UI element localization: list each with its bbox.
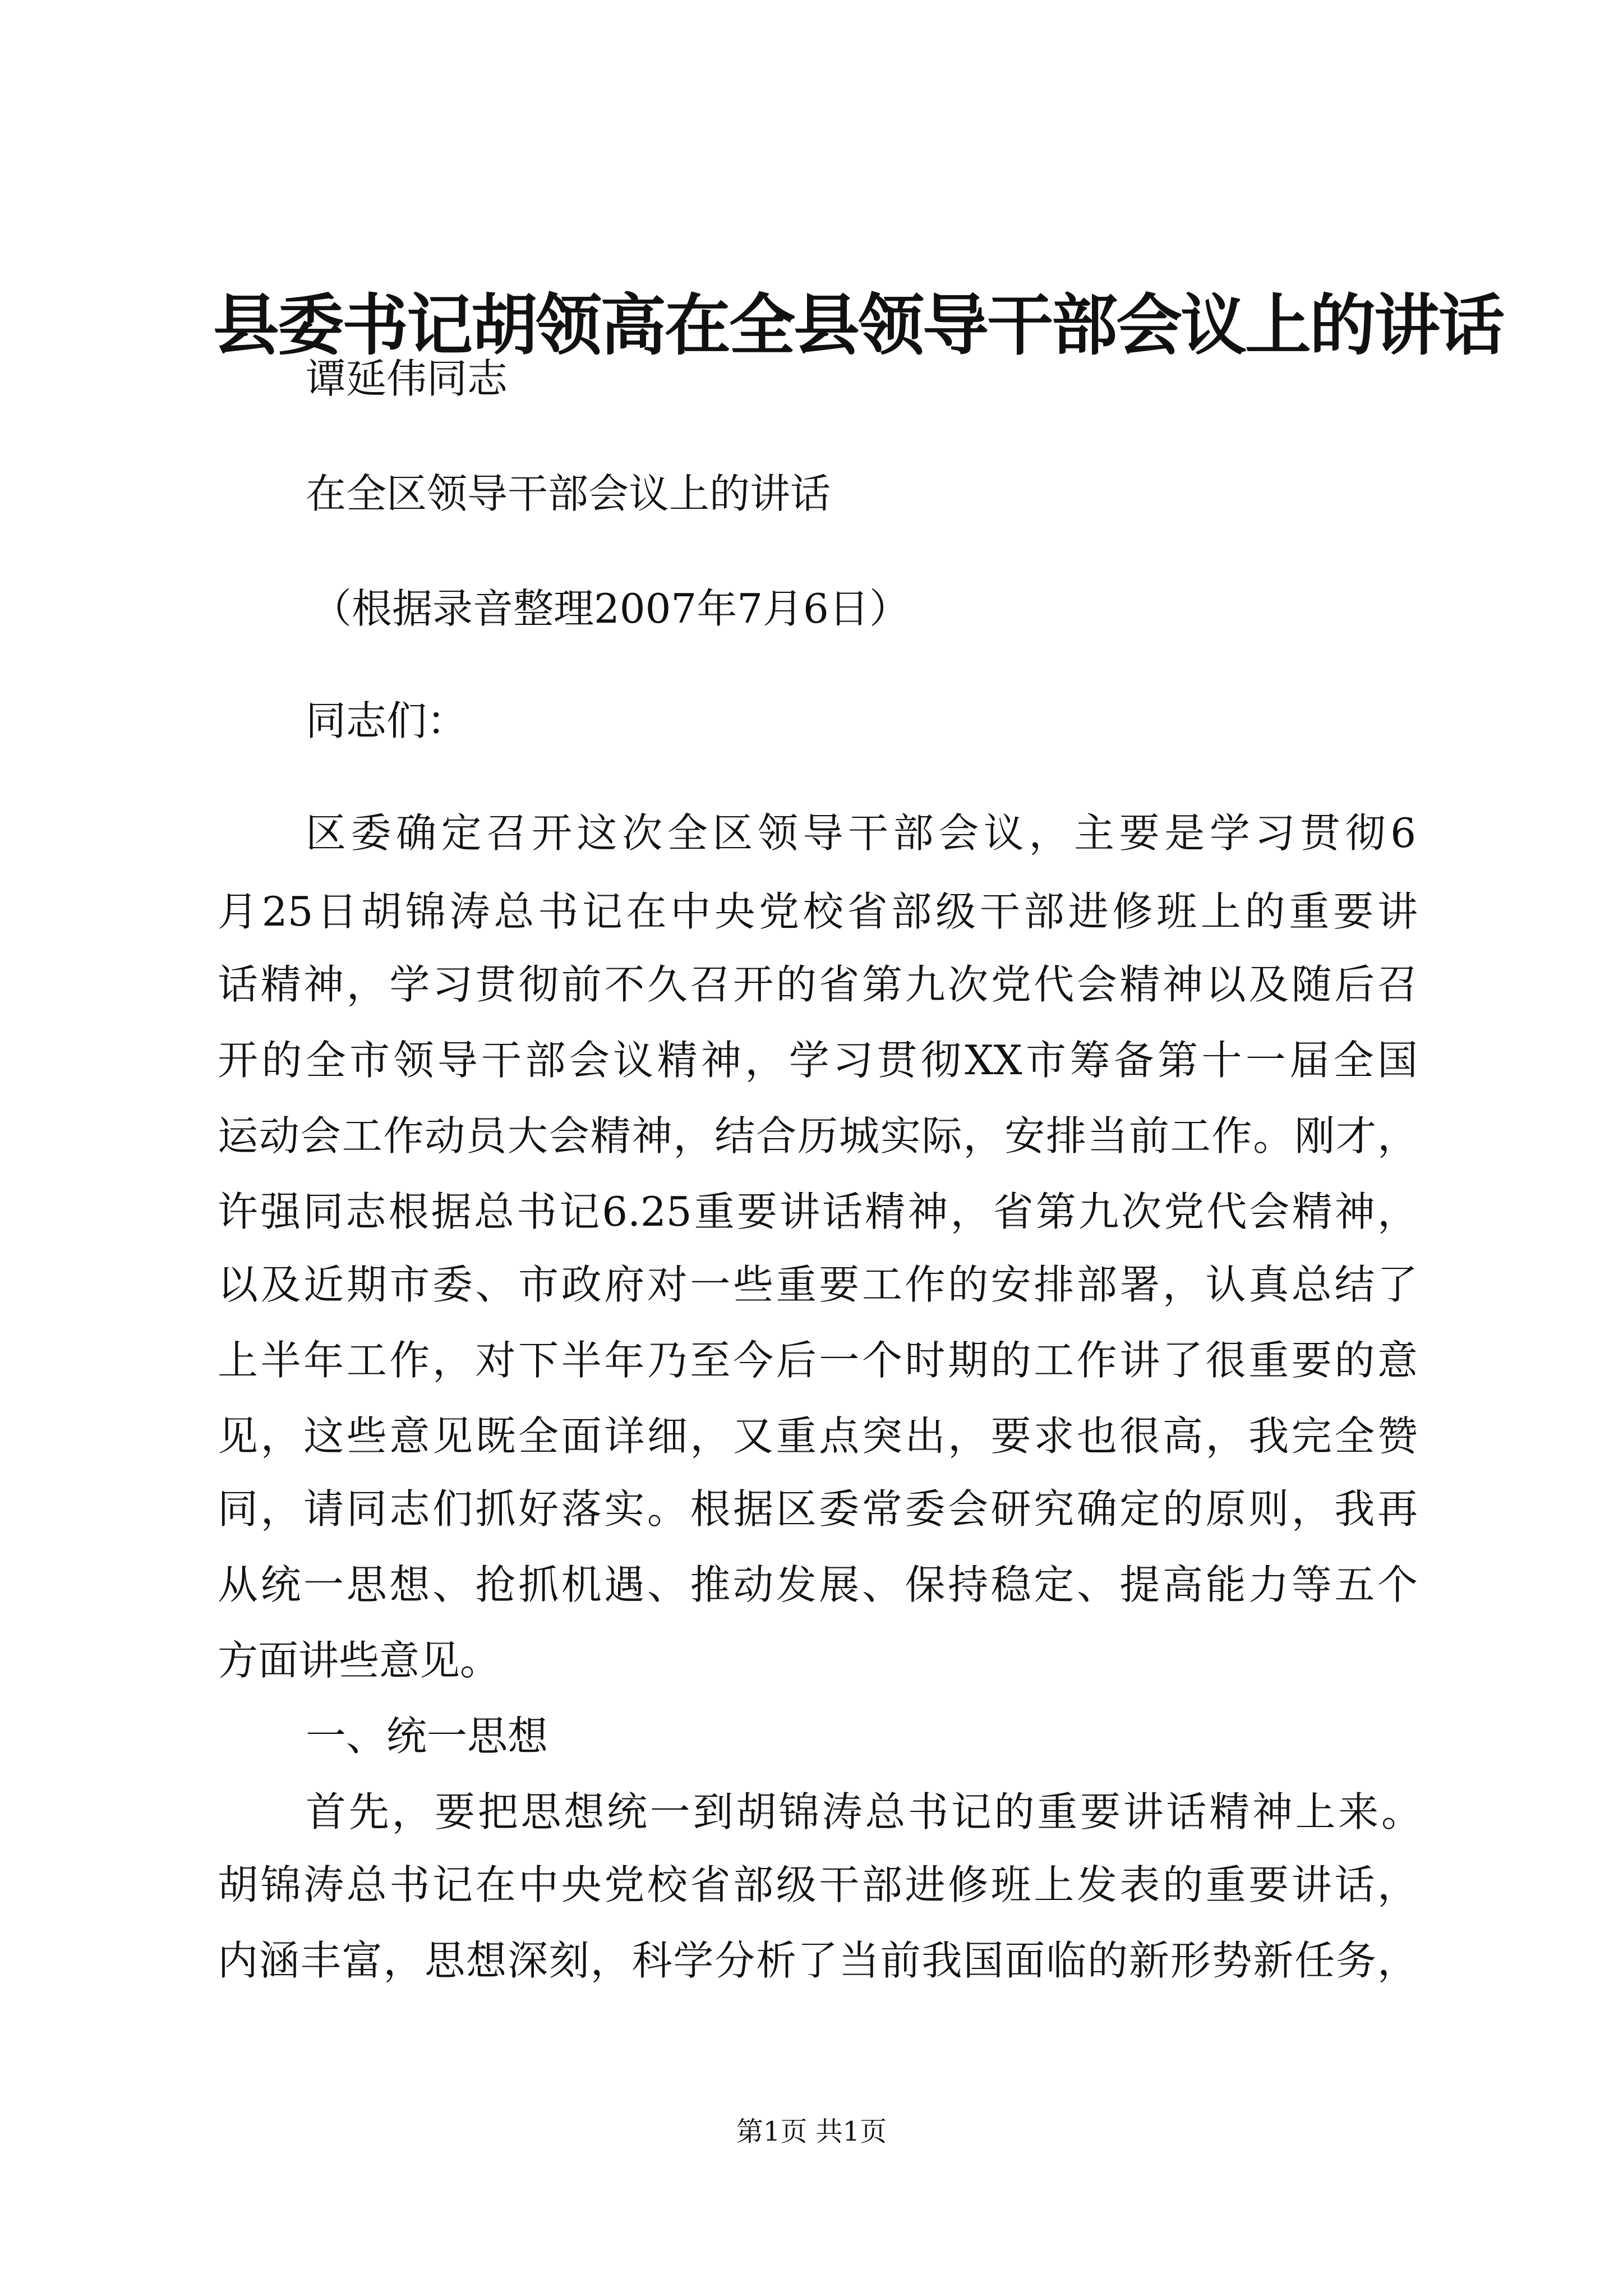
- paragraph-line: 区委确定召开这次全区领导干部会议，主要是学习贯彻6: [306, 809, 1416, 857]
- speech-subtitle: 在全区领导干部会议上的讲话: [306, 470, 831, 517]
- paragraph-line: 内涵丰富，思想深刻，科学分析了当前我国面临的新形势新任务，: [218, 1937, 1418, 1984]
- paragraph-line: 同，请同志们抓好落实。根据区委常委会研究确定的原则，我再: [218, 1485, 1418, 1533]
- section-heading: 一、统一思想: [306, 1713, 548, 1760]
- paragraph-line: 运动会工作动员大会精神，结合历城实际，安排当前工作。刚才，: [218, 1112, 1418, 1159]
- paragraph-line: 首先，要把思想统一到胡锦涛总书记的重要讲话精神上来。: [306, 1788, 1422, 1835]
- paragraph-line: 开的全市领导干部会议精神，学习贯彻XX市筹备第十一届全国: [218, 1037, 1418, 1084]
- paragraph-line: 胡锦涛总书记在中央党校省部级干部进修班上发表的重要讲话，: [218, 1861, 1418, 1908]
- paragraph-line: 见，这些意见既全面详细，又重点突出，要求也很高，我完全赞: [218, 1412, 1418, 1460]
- paragraph-line: 许强同志根据总书记6.25重要讲话精神，省第九次党代会精神，: [218, 1188, 1418, 1235]
- paragraph-line: 从统一思想、抢抓机遇、推动发展、保持稳定、提高能力等五个: [218, 1561, 1418, 1608]
- page-footer: 第1页 共1页: [736, 2116, 887, 2147]
- paragraph-line: 上半年工作，对下半年乃至今后一个时期的工作讲了很重要的意: [218, 1337, 1418, 1384]
- paragraph-line: 月25日胡锦涛总书记在中央党校省部级干部进修班上的重要讲: [218, 888, 1418, 935]
- salutation: 同志们：: [306, 697, 468, 744]
- paragraph-line: 话精神，学习贯彻前不久召开的省第九次党代会精神以及随后召: [218, 961, 1418, 1008]
- recording-note: （根据录音整理2007年7月6日）: [311, 585, 910, 632]
- paragraph-line: 方面讲些意见。: [218, 1637, 501, 1684]
- document-title: 县委书记胡领高在全县领导干部会议上的讲话: [213, 286, 1504, 364]
- paragraph-line: 以及近期市委、市政府对一些重要工作的安排部署，认真总结了: [218, 1261, 1418, 1308]
- speaker-line: 谭延伟同志: [306, 355, 508, 402]
